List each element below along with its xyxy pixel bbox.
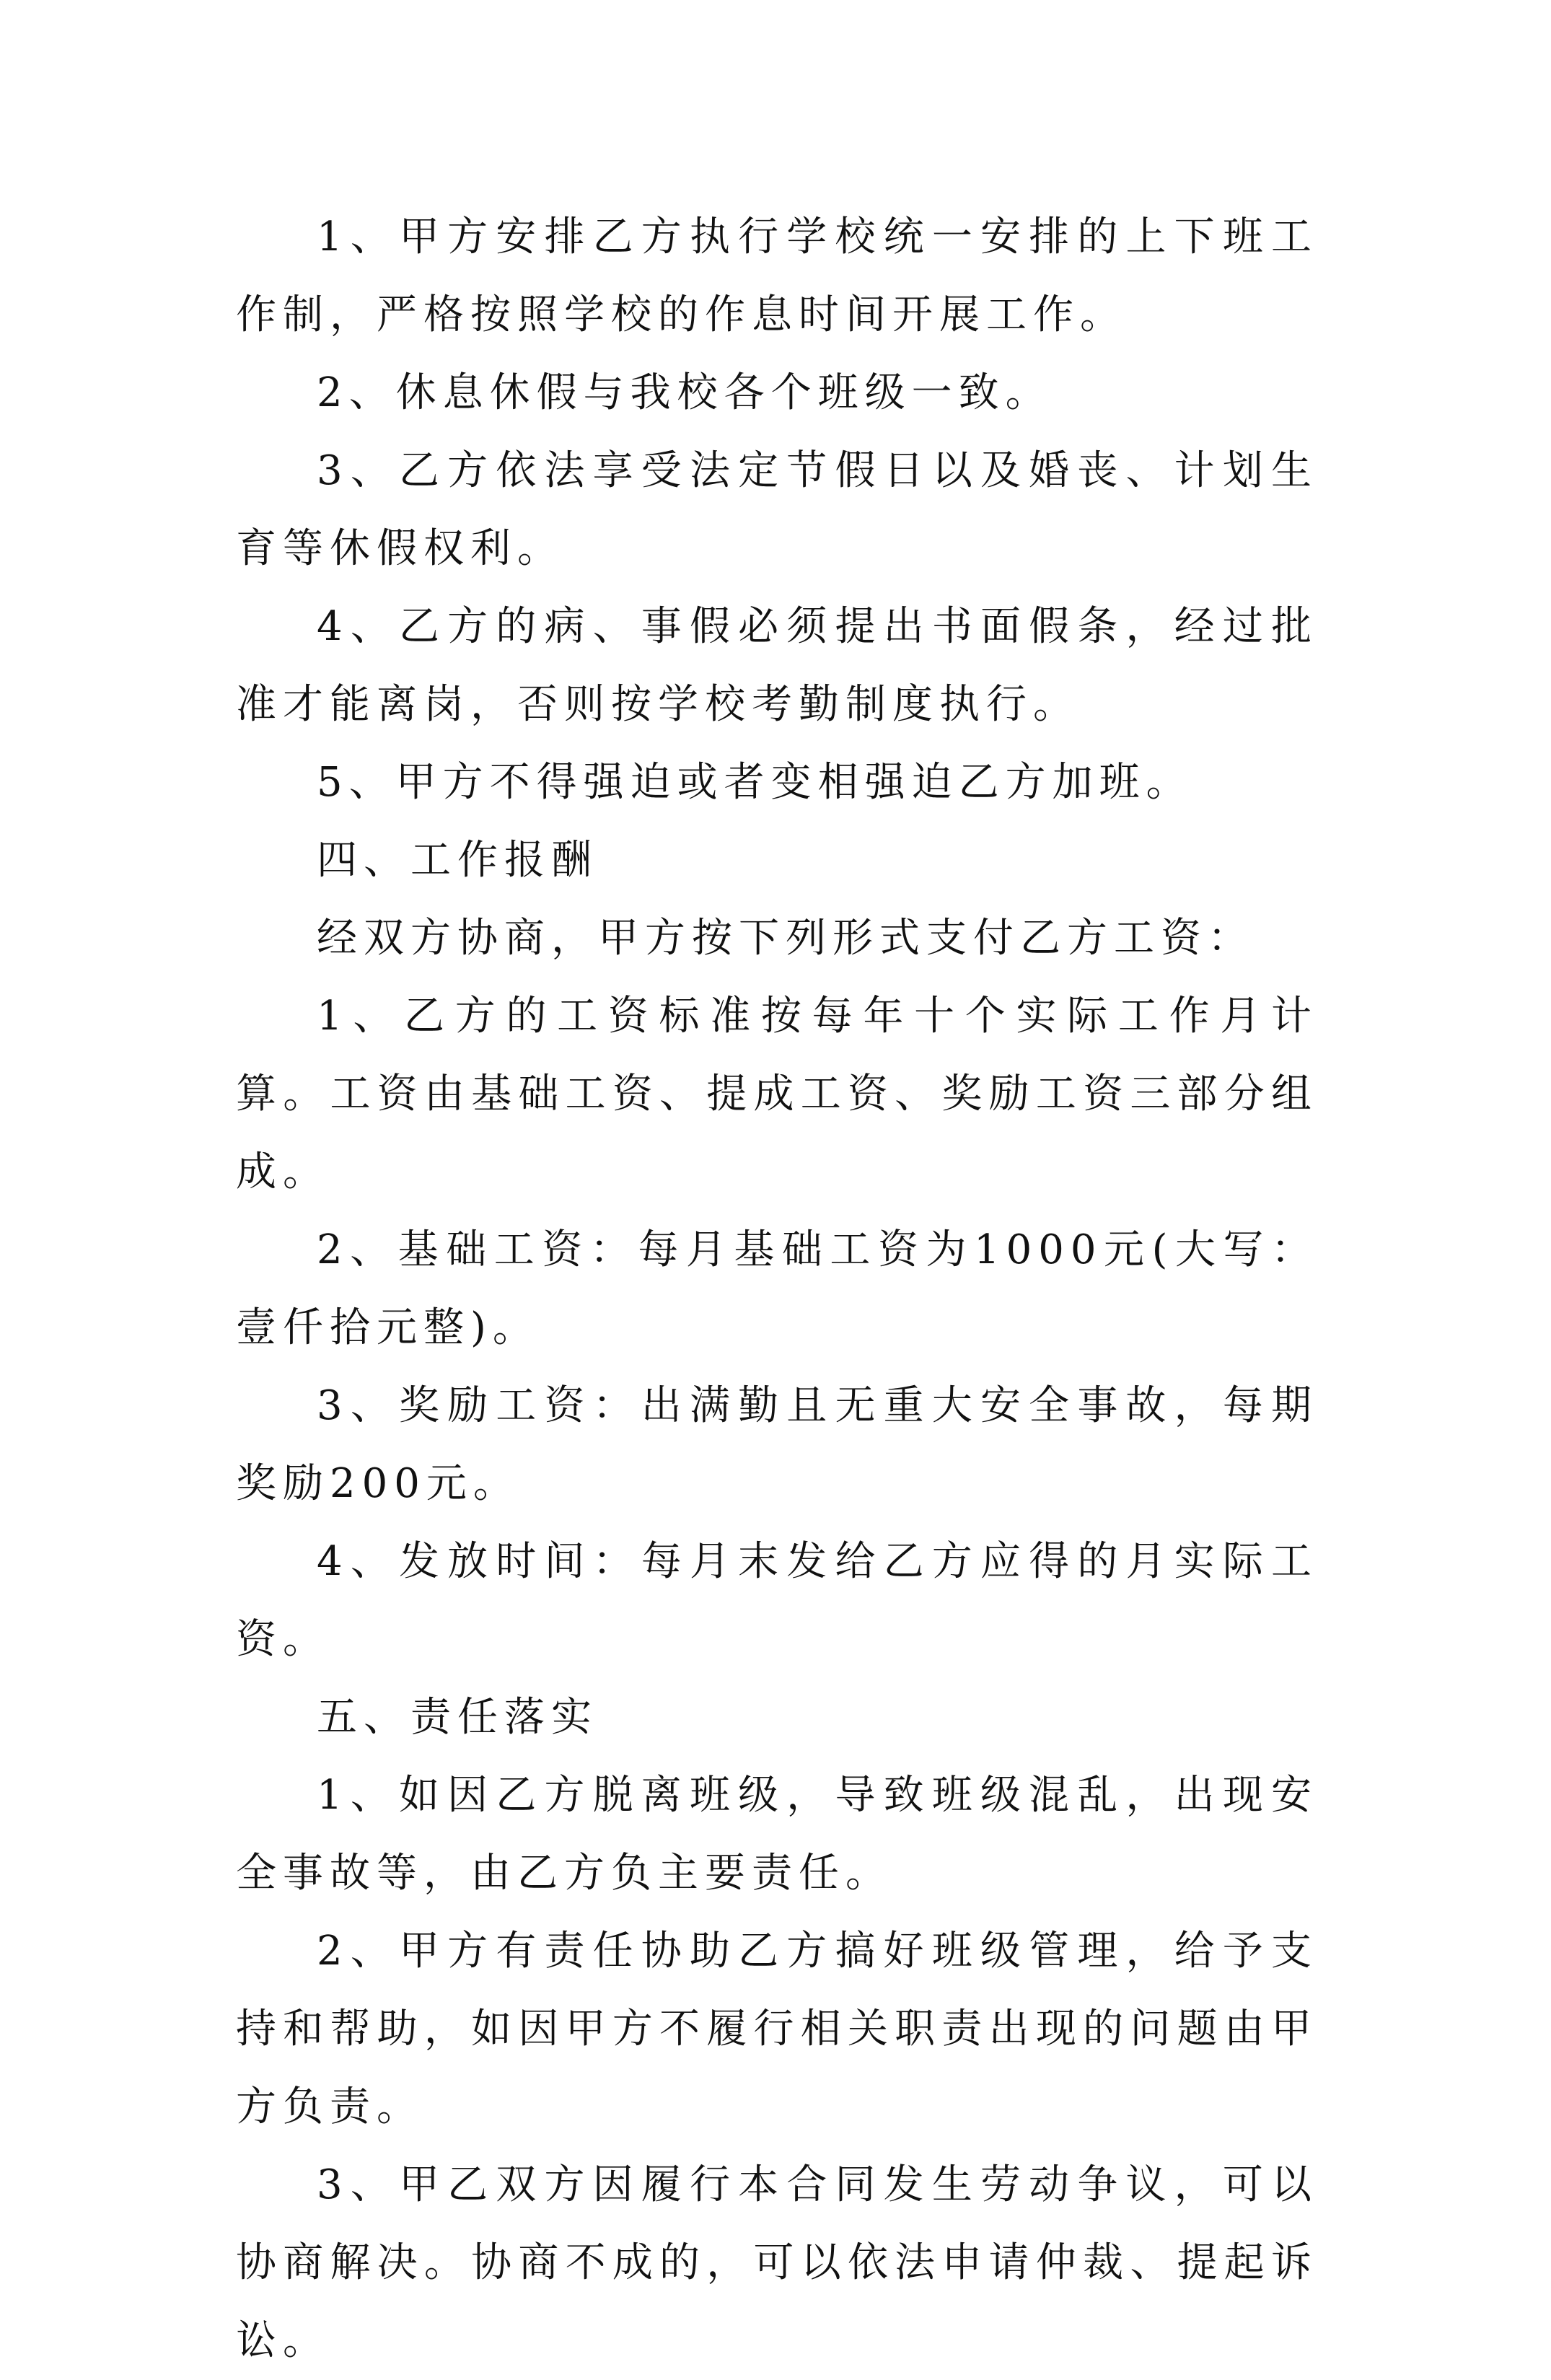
clause-dispute-resolution: 3、甲乙双方因履行本合同发生劳动争议，可以协商解决。协商不成的，可以依法申请仲裁、提起诉讼。 xyxy=(236,2161,1318,2364)
clause-bonus: 3、奖励工资：出满勤且无重大安全事故，每期奖励200元。 xyxy=(236,1382,1318,1507)
clause-sick-personal-leave: 4、乙方的病、事假必须提出书面假条，经过批准才能离岗，否则按学校考勤制度执行。 xyxy=(236,603,1318,728)
clause-statutory-leave: 3、乙方依法享受法定节假日以及婚丧、计划生育等休假权利。 xyxy=(236,447,1318,572)
clause-party-b-liability: 1、如因乙方脱离班级，导致班级混乱，出现安全事故等，由乙方负主要责任。 xyxy=(236,1772,1318,1897)
clause-base-salary: 2、基础工资：每月基础工资为1000元(大写：壹仟拾元整)。 xyxy=(236,1226,1318,1351)
clause-party-a-liability: 2、甲方有责任协助乙方搞好班级管理，给予支持和帮助，如因甲方不履行相关职责出现的问题由甲方负责。 xyxy=(236,1928,1318,2130)
clause-rest-holidays: 2、休息休假与我校各个班级一致。 xyxy=(317,369,1053,416)
clause-pay-date: 4、发放时间：每月末发给乙方应得的月实际工资。 xyxy=(236,1538,1318,1663)
clause-work-schedule: 1、甲方安排乙方执行学校统一安排的上下班工作制，严格按照学校的作息时间开展工作。 xyxy=(236,214,1318,338)
section-heading-remuneration: 四、工作报酬 xyxy=(317,837,598,884)
clause-no-forced-overtime: 5、甲方不得强迫或者变相强迫乙方加班。 xyxy=(317,759,1193,806)
clause-salary-standard: 1、乙方的工资标准按每年十个实际工作月计算。工资由基础工资、提成工资、奖励工资三部分组成。 xyxy=(236,993,1318,1195)
document-body xyxy=(236,198,1318,2380)
clause-payment-intro: 经双方协商，甲方按下列形式支付乙方工资： xyxy=(317,915,1255,962)
section-heading-responsibility: 五、责任落实 xyxy=(317,1694,598,1741)
